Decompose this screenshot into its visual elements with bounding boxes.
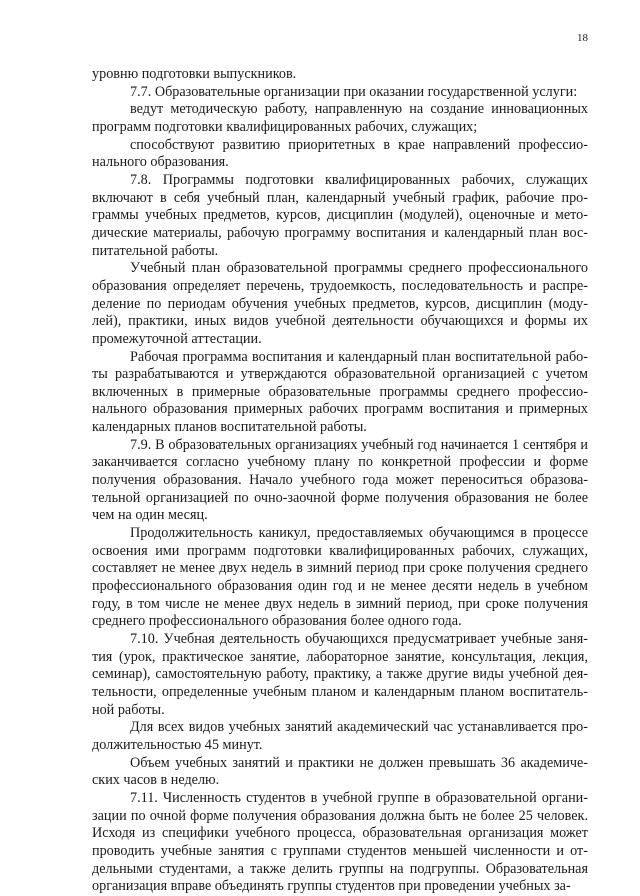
paragraph: 7.11. Численность студентов в учебной группе в образовательной организации по очной форме получения образования должна быть не более 25 человек. Исходя из специфики учебного процесса, образовательная организация может проводить учебные занятия с группами студентов меньшей численности и отдельными студентами, а также делить группы на подгруппы. Образовательная организация вправе объединять группы студентов при проведении учебных за- [92, 789, 588, 895]
paragraph: 7.10. Учебная деятельность обучающихся предусматривает учебные занятия (урок, практическое занятие, лабораторное занятие, консультация, лекция, семинар), самостоятельную работу, практику, а также другие виды учебной деятельности, определенные учебным планом и календарным планом воспитательной работы. [92, 631, 588, 718]
paragraph: Для всех видов учебных занятий академический час устанавливается продолжительностью 45 минут. [92, 719, 588, 753]
paragraph: Продолжительность каникул, предоставляемых обучающимся в процессе освоения ими программ подготовки квалифицированных рабочих, служащих, составляет не менее двух недель в зимний период при сроке получения среднего профессионального образования один год и не менее десяти недель в учебном году, в том числе не менее двух недель в зимний период, при сроке получения среднего профессионального образования более одного года. [92, 525, 588, 630]
paragraph: 7.7. Образовательные организации при оказании государственной услуги: [130, 83, 578, 100]
document-body [92, 66, 588, 896]
paragraph: 7.8. Программы подготовки квалифицированных рабочих, служащих включают в себя учебный план, календарный учебный график, рабочие программы учебных предметов, курсов, дисциплин (модулей), оценочные и методические материалы, рабочую программу воспитания и календарный план воспитательной работы. [92, 171, 588, 259]
paragraph: способствуют развитию приоритетных в крае направлений профессионального образования. [92, 136, 588, 171]
paragraph: Рабочая программа воспитания и календарный план воспитательной работы разрабатываются и утверждаются образовательной организацией с учетом включенных в примерные образовательные программы среднего профессионального образования примерных рабочих программ воспитания и примерных календарных планов воспитательной работы. [92, 348, 588, 436]
paragraph: уровню подготовки выпускников. [92, 66, 297, 82]
paragraph: Объем учебных занятий и практики не должен превышать 36 академических часов в неделю. [92, 754, 588, 789]
paragraph: 7.9. В образовательных организациях учебный год начинается 1 сентября и заканчивается согласно учебному плану по конкретной профессии и форме получения образования. Начало учебного года может переноситься образовательной организацией по очно-заочной форме получения образования не более чем на один месяц. [92, 436, 588, 524]
paragraph: ведут методическую работу, направленную на создание инновационных программ подготовки квалифицированных рабочих, служащих; [92, 101, 588, 135]
page-number: 18 [577, 32, 588, 44]
paragraph: Учебный план образовательной программы среднего профессионального образования определяет перечень, трудоемкость, последовательность и распределение по периодам обучения учебных предметов, курсов, дисциплин (модулей), практики, иных видов учебной деятельности обучающихся и формы их промежуточной аттестации. [92, 260, 588, 347]
